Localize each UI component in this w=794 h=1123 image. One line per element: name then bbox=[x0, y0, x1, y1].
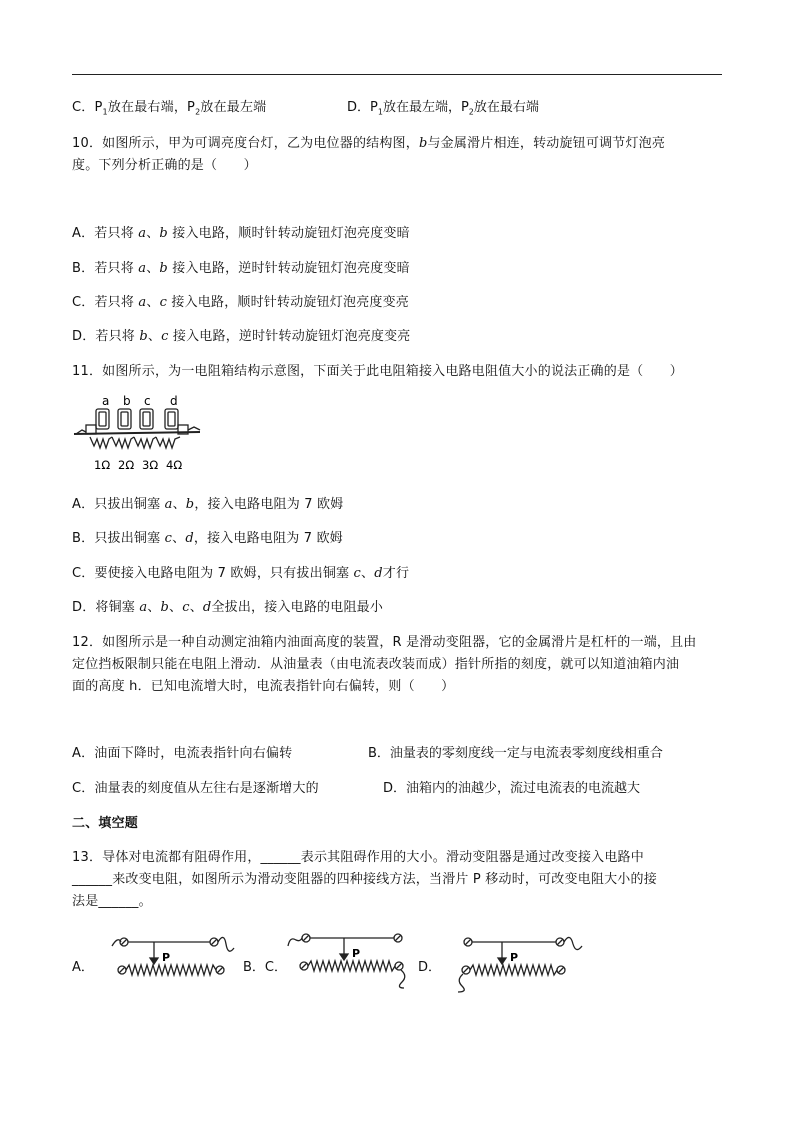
wire-bottom-left bbox=[458, 974, 464, 992]
rheostat-figure-a bbox=[108, 932, 236, 994]
resistor-4 bbox=[156, 437, 180, 448]
rheostat-figure-b bbox=[286, 928, 414, 990]
q11-option-b: B．只拔出铜塞 c、d，接入电路电阻为 7 欧姆 bbox=[72, 531, 344, 546]
q10-stem-line1: 10．如图所示，甲为可调亮度台灯，乙为电位器的结构图，b与金属滑片相连，转动旋钮可调节灯泡亮 bbox=[72, 136, 666, 151]
q12-stem-line1: 12．如图所示是一种自动测定油箱内油面高度的装置，R 是滑动变阻器，它的金属滑片是杠杆的一端，且由 bbox=[72, 635, 697, 650]
resistor-label-1: 1Ω bbox=[94, 458, 111, 472]
q13-label-d: D． bbox=[418, 960, 442, 975]
q9-option-c: C．$P_1$放在最右端，$P_2$放在最左端 bbox=[72, 100, 267, 117]
q12-stem-line2: 定位挡板限制只能在电阻上滑动．从油量表（由电流表改装而成）指针所指的刻度，就可以知道油箱内油 bbox=[72, 657, 680, 672]
q13-label-bc: B．C． bbox=[243, 960, 287, 975]
resistance-coil bbox=[126, 965, 216, 975]
resistor-1 bbox=[90, 437, 112, 448]
q12-option-d: D．油箱内的油越少，流过电流表的电流越大 bbox=[383, 781, 641, 796]
wire-top-right bbox=[218, 937, 234, 951]
q12-option-c: C．油量表的刻度值从左往右是逐渐增大的 bbox=[72, 781, 319, 796]
q11-option-a: A．只拔出铜塞 a、b，接入电路电阻为 7 欧姆 bbox=[72, 497, 344, 512]
q10-stem-line2: 度。下列分析正确的是（ ） bbox=[72, 158, 257, 173]
resistor-label-3: 3Ω bbox=[142, 458, 159, 472]
q10-option-c: C．若只将 a、c 接入电路，顺时针转动旋钮灯泡亮度变亮 bbox=[72, 295, 409, 310]
wire-bottom-right bbox=[399, 970, 404, 988]
wire-top-right bbox=[564, 937, 582, 949]
q12-stem-line3: 面的高度 h．已知电流增大时，电流表指针向右偏转，则（ ） bbox=[72, 679, 455, 694]
section-title-fill-blank: 二、填空题 bbox=[72, 816, 139, 831]
wire-top-left bbox=[288, 938, 302, 946]
slider-label: P bbox=[510, 951, 519, 964]
q13-stem-line1: 13．导体对电流都有阻碍作用，______表示其阻碍作用的大小。滑动变阻器是通过改变接入电路中 bbox=[72, 850, 644, 865]
q12-option-b: B．油量表的零刻度线一定与电流表零刻度线相重合 bbox=[368, 746, 663, 761]
q12-option-a: A．油面下降时，电流表指针向右偏转 bbox=[72, 746, 293, 761]
q13-stem-line2: ______来改变电阻，如图所示为滑动变阻器的四种接线方法，当滑片 P 移动时，可改变电阻大小的接 bbox=[72, 872, 657, 887]
q9-option-d: D．$P_1$放在最左端，$P_2$放在最右端 bbox=[347, 100, 539, 117]
plug-label-a: a bbox=[102, 394, 110, 408]
rheostat-figure-d bbox=[452, 932, 584, 994]
resistance-coil bbox=[470, 965, 557, 975]
resistor-3 bbox=[134, 437, 156, 448]
slider-label: P bbox=[352, 947, 361, 960]
plug-label-b: b bbox=[123, 394, 131, 408]
q10-option-d: D．若只将 b、c 接入电路，逆时针转动旋钮灯泡亮度变亮 bbox=[72, 329, 411, 344]
resistor-label-2: 2Ω bbox=[118, 458, 135, 472]
q13-stem-line3: 法是______。 bbox=[72, 894, 152, 909]
q13-label-a: A． bbox=[72, 960, 94, 975]
resistor-2 bbox=[112, 437, 134, 448]
plug-label-c: c bbox=[144, 394, 151, 408]
q11-option-d: D．将铜塞 a、b、c、d全拔出，接入电路的电阻最小 bbox=[72, 600, 384, 615]
resistor-label-4: 4Ω bbox=[166, 458, 183, 472]
q11-stem: 11．如图所示，为一电阻箱结构示意图，下面关于此电阻箱接入电路电阻值大小的说法正确的是（ ） bbox=[72, 364, 683, 379]
slider-label: P bbox=[162, 951, 171, 964]
q10-option-b: B．若只将 a、b 接入电路，逆时针转动旋钮灯泡亮度变暗 bbox=[72, 261, 410, 276]
resistance-box-figure bbox=[72, 392, 202, 476]
resistance-coil bbox=[308, 961, 395, 971]
q10-option-a: A．若只将 a、b 接入电路，顺时针转动旋钮灯泡亮度变暗 bbox=[72, 226, 410, 241]
plug-label-d: d bbox=[170, 394, 178, 408]
header-rule bbox=[72, 74, 722, 75]
q11-option-c: C．要使接入电路电阻为 7 欧姆，只有拔出铜塞 c、d才行 bbox=[72, 566, 410, 581]
terminal-left bbox=[86, 425, 96, 434]
